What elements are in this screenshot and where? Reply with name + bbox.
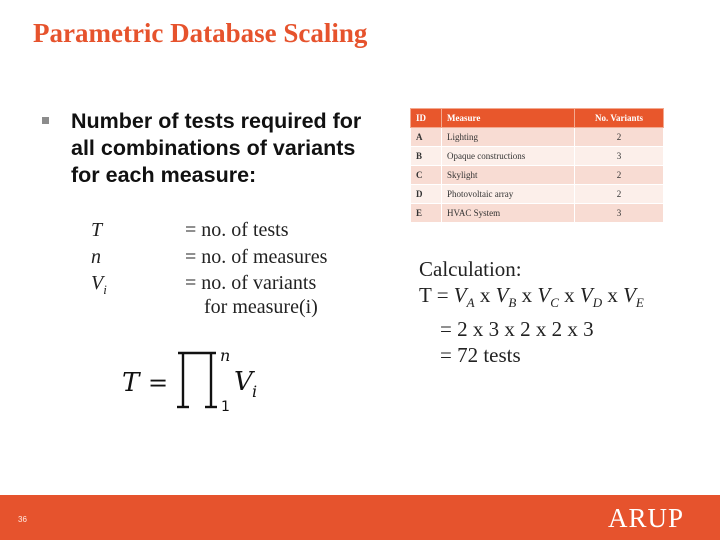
table-header-variants: No. Variants <box>575 109 664 128</box>
slide-title: Parametric Database Scaling <box>33 18 368 48</box>
calc-prefix: T = <box>419 283 449 307</box>
table-header-id: ID <box>411 109 442 128</box>
definition-text: = no. of measures <box>185 246 328 268</box>
definition-symbol: n <box>91 246 101 268</box>
bullet-text: Number of tests required for all combinations of variants for each measure: <box>71 109 362 187</box>
calc-times: x <box>607 283 618 307</box>
product-formula <box>120 345 270 415</box>
calc-term: $V_D$ <box>579 283 603 311</box>
table-cell-measure: Lighting <box>442 128 575 147</box>
table-cell-measure: Photovoltaic array <box>442 185 575 204</box>
calc-times: x <box>521 283 533 307</box>
bullet-marker <box>42 117 49 124</box>
calc-term: $V_C$ <box>537 283 559 311</box>
table-cell-id: E <box>411 204 442 223</box>
calculation-block <box>419 256 709 368</box>
table-row <box>411 128 664 147</box>
calculation-result: = 72 tests <box>440 343 521 368</box>
formula-lhs: T <box>122 368 140 398</box>
table-cell-id: A <box>411 128 442 147</box>
definition-symbol-vi <box>91 272 107 298</box>
table-header-measure: Measure <box>442 109 575 128</box>
table-cell-variants: 2 <box>575 185 664 204</box>
formula-upper-limit: n <box>220 346 231 365</box>
formula-term: V <box>234 367 253 397</box>
arup-logo: ARUP <box>607 503 684 533</box>
table-cell-variants: 3 <box>575 147 664 166</box>
calc-term: $V_E$ <box>623 283 644 311</box>
table-header-row <box>411 109 664 128</box>
definition-text-continued: for measure(i) <box>204 296 318 318</box>
definition-symbol: T <box>91 219 103 241</box>
definition-symbol-letter: V <box>91 272 104 294</box>
formula-lower-limit: 1 <box>221 399 230 415</box>
product-symbol <box>177 353 217 407</box>
calculation-line-1 <box>419 282 709 316</box>
definition-text: = no. of tests <box>185 219 289 241</box>
table-cell-variants: 3 <box>575 204 664 223</box>
formula-equals: = <box>148 369 169 397</box>
page-number: 36 <box>18 515 27 524</box>
table-row <box>411 185 664 204</box>
definition-symbol-subscript: i <box>103 282 107 297</box>
calc-term: $V_B$ <box>495 283 517 311</box>
table-row <box>411 166 664 185</box>
calc-times: x <box>479 283 491 307</box>
table-cell-id: C <box>411 166 442 185</box>
table-row <box>411 147 664 166</box>
table-row <box>411 204 664 223</box>
formula-term-subscript: i <box>252 382 258 401</box>
table-cell-variants: 2 <box>575 166 664 185</box>
measures-table <box>410 108 664 223</box>
table-cell-variants: 2 <box>575 128 664 147</box>
calc-times: x <box>564 283 575 307</box>
table-cell-measure: Skylight <box>442 166 575 185</box>
table-cell-measure: HVAC System <box>442 204 575 223</box>
table-cell-id: B <box>411 147 442 166</box>
footer-bar <box>0 495 720 540</box>
table-cell-measure: Opaque constructions <box>442 147 575 166</box>
table-cell-id: D <box>411 185 442 204</box>
calculation-line-2: = 2 x 3 x 2 x 2 x 3 <box>440 317 594 342</box>
calculation-heading: Calculation: <box>419 257 522 281</box>
definition-text: = no. of variants <box>185 272 317 294</box>
calc-term: $V_A$ <box>453 283 475 311</box>
